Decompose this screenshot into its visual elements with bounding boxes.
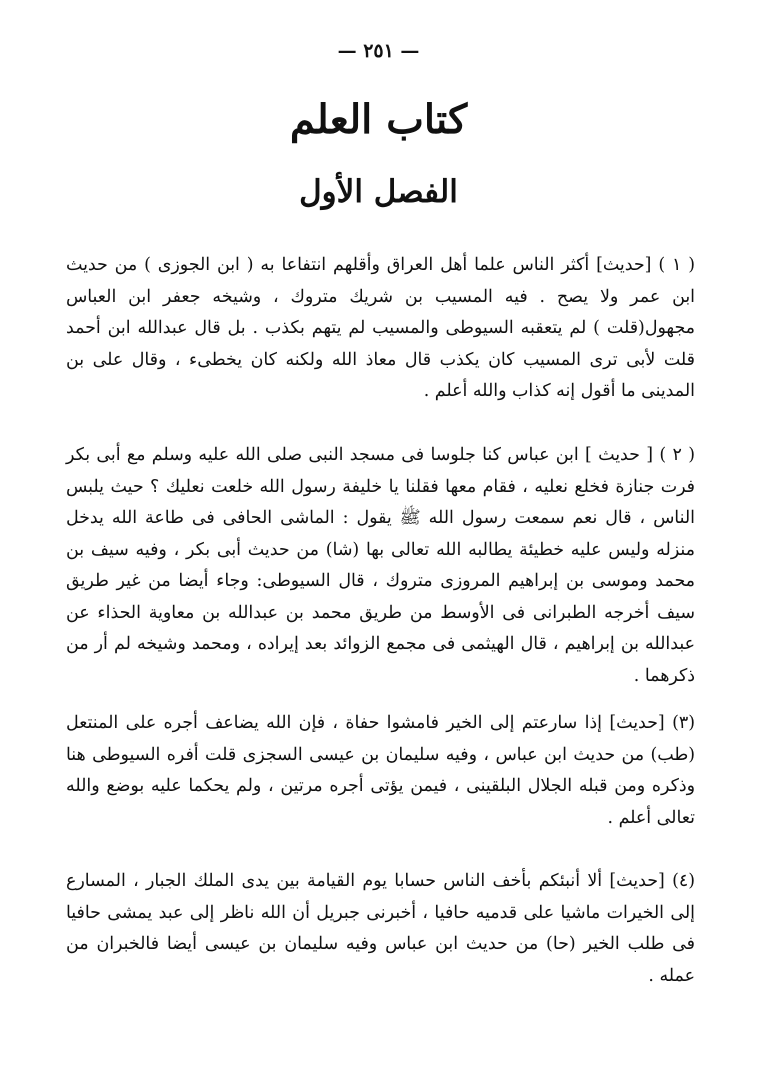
hadith-text: [ حديث ] ابن عباس كنا جلوسا فى مسجد النبى صلى الله عليه وسلم مع أبى بكر فرت جنازة فخلع نعليه ، فقام معها فقلنا يا خليفة رسول الله خلعت نعليك ؟ حيث يلبس الناس ، قال نعم سمعت رسول الله ﷺ يقول : الماشى الحافى فى طاعة الله يدخل منزله وليس عليه خطيئة يطالبه الله تعالى بها (شا) من حديث أبى بكر ، وفيه سيف بن محمد وموسى بن إبراهيم المروزى متروك ، قال السيوطى: وجاء أيضا من غير طريق سيف أخرجه الطبرانى فى الأوسط من طريق محمد بن عبدالله بن معاوية الحذاء عن عبدالله بن إبراهيم ، قال الهيثمى فى مجمع الزوائد بعد إيراده ، ومحمد وشيخه لم أر من ذكرهما .	[66, 445, 695, 686]
page-number: — ٢٥١ —	[337, 40, 420, 62]
hadith-paragraph	[66, 250, 695, 408]
book-title: كتاب العلم	[289, 96, 468, 143]
hadith-number: ( ٢ )	[659, 445, 695, 465]
hadith-number: (٣)	[672, 713, 696, 733]
hadith-text: [حديث] ألا أنبئكم بأخف الناس حسابا يوم القيامة بين يدى الملك الجبار ، المسارع إلى الخيرات ماشيا على قدميه حافيا ، أخبرنى جبريل أن الله ناظر إلى عبد يمشى حافيا فى طلب الخير (حا) من حديث ابن عباس وفيه سليمان بن عيسى أيضا فالخبران من عمله .	[66, 871, 695, 986]
hadith-paragraph	[66, 866, 695, 992]
hadith-text: [حديث] إذا سارعتم إلى الخير فامشوا حفاة ، فإن الله يضاعف أجره على المنتعل (طب) من حديث ابن عباس ، وفيه سليمان بن عيسى السجزى قلت أفره السيوطى هنا وذكره ومن قبله الجلال البلقينى ، فيمن يؤتى أجره مرتين ، ولم يحكما عليه بوضع والله تعالى أعلم .	[66, 713, 695, 828]
hadith-paragraph	[66, 440, 695, 692]
section-title: الفصل الأول	[299, 174, 458, 210]
hadith-number: ( ١ )	[658, 255, 695, 275]
hadith-number: (٤)	[672, 871, 696, 891]
hadith-paragraph	[66, 708, 695, 834]
hadith-text: [حديث] أكثر الناس علما أهل العراق وأقلهم انتفاعا به ( ابن الجوزى ) من حديث ابن عمر ولا يصح . فيه المسيب بن شريك متروك ، وشيخه جعفر ابن العباس مجهول(قلت ) لم يتعقبه السيوطى والمسيب لم يتهم بكذب . بل قال عبدالله ابن أحمد قلت لأبى ترى المسيب كان يكذب قال معاذ الله ولكنه كان يخطىء ، وقال على بن المدينى ما أقول إنه كذاب والله أعلم .	[66, 255, 695, 401]
